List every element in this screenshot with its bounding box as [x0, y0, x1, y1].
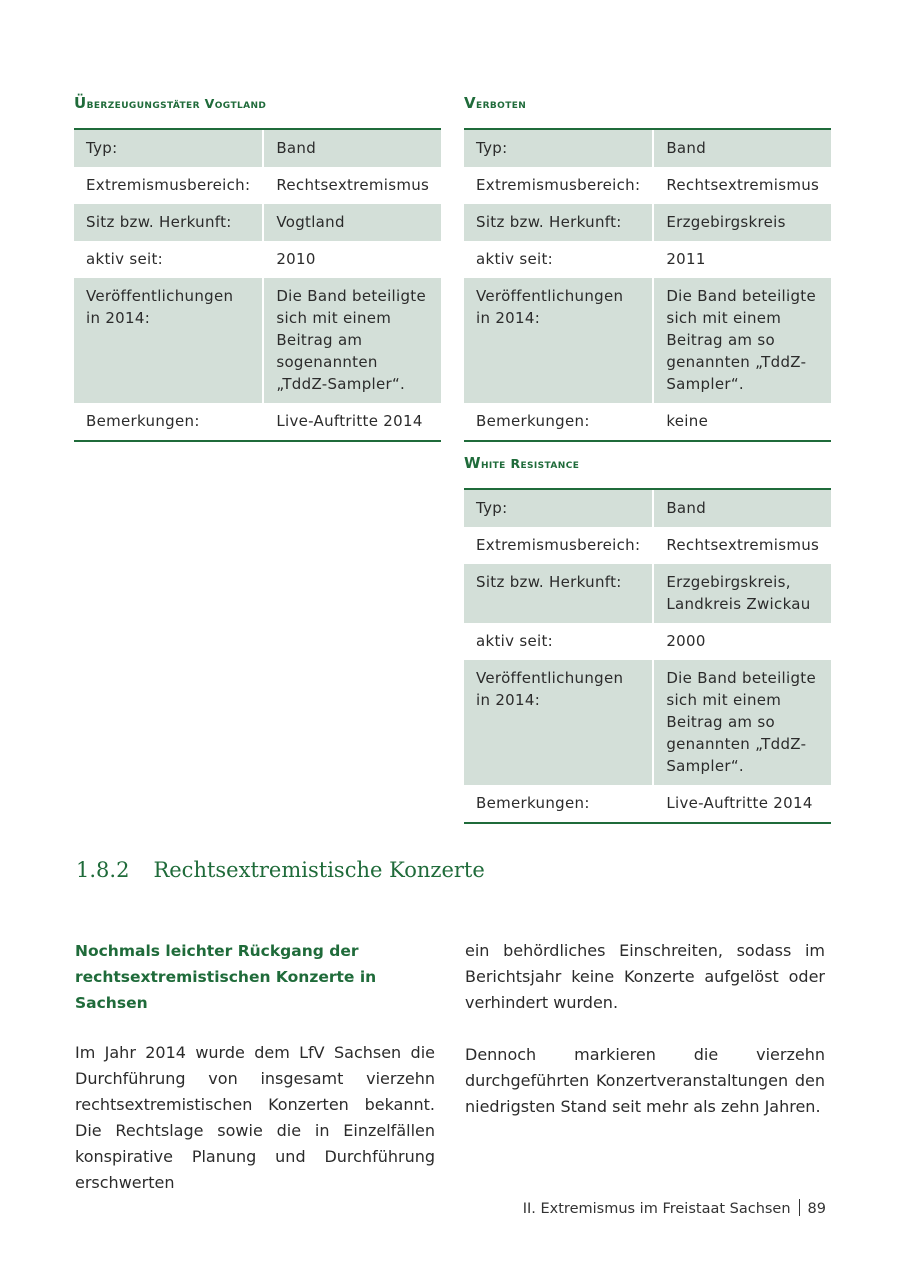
- table-row: [464, 403, 831, 440]
- row-value: Band: [654, 130, 831, 167]
- row-key: Veröffentlichungen in 2014:: [74, 278, 264, 403]
- row-value: Die Band beteiligte sich mit einem Beitrag am so genannten „TddZ-Sampler“.: [654, 278, 831, 403]
- fact-table: [74, 128, 441, 442]
- page-footer: [523, 1199, 826, 1217]
- row-value: Live-Auftritte 2014: [276, 412, 423, 430]
- section-heading: [76, 858, 485, 882]
- footer-separator: [799, 1199, 800, 1216]
- row-key: Extremismusbereich:: [74, 167, 264, 204]
- table-row: [464, 167, 831, 204]
- table-row: [464, 564, 831, 623]
- fact-table: [464, 128, 831, 442]
- fact-block-white-resistance: [464, 454, 826, 824]
- fact-block-title: Verboten: [464, 94, 527, 112]
- row-key: Typ:: [464, 490, 654, 527]
- row-value: Band: [654, 490, 831, 527]
- row-value: Erzgebirgskreis: [654, 204, 831, 241]
- row-key: Veröffentlichungen in 2014:: [464, 660, 654, 785]
- row-value: Live-Auftritte 2014: [666, 794, 813, 812]
- fact-block-verboten: [464, 94, 826, 442]
- section-title: Rechtsextremistische Konzerte: [153, 858, 485, 882]
- row-key: Extremismusbereich:: [464, 167, 654, 204]
- table-row: [464, 660, 831, 785]
- table-row: [74, 204, 441, 241]
- text-column-right: [465, 938, 825, 1146]
- row-value: Rechtsextremismus: [666, 176, 820, 194]
- row-value: Erzgebirgskreis, Landkreis Zwickau: [654, 564, 831, 623]
- fact-block-title: White Resistance: [464, 454, 580, 472]
- row-key: aktiv seit:: [74, 241, 264, 278]
- table-row: [464, 241, 831, 278]
- table-row: [74, 241, 441, 278]
- row-key: Sitz bzw. Herkunft:: [464, 564, 654, 623]
- row-key: Veröffentlichungen in 2014:: [464, 278, 654, 403]
- fact-block-title: Überzeugungstäter Vogtland: [74, 94, 267, 112]
- table-row: [464, 623, 831, 660]
- row-key: Sitz bzw. Herkunft:: [74, 204, 264, 241]
- row-value: Rechtsextremismus: [276, 176, 430, 194]
- row-key: Extremismusbereich:: [464, 527, 654, 564]
- table-row: [464, 130, 831, 167]
- row-value: Rechtsextremismus: [666, 536, 820, 554]
- row-key: aktiv seit:: [464, 623, 654, 660]
- section-number: 1.8.2: [76, 858, 130, 882]
- article-subheading: Nochmals leichter Rückgang der rechtsextremistischen Konzerte in Sachsen: [75, 942, 377, 1012]
- row-key: Sitz bzw. Herkunft:: [464, 204, 654, 241]
- table-row: [464, 527, 831, 564]
- paragraph: ein behördliches Einschreiten, sodass im Berichtsjahr keine Konzerte aufgelöst oder verhindert wurden.: [465, 941, 825, 1012]
- row-value: Vogtland: [264, 204, 441, 241]
- fact-block-ueberzeugungstaeter-vogtland: [74, 94, 436, 442]
- row-key: Bemerkungen:: [464, 403, 654, 440]
- paragraph: Im Jahr 2014 wurde dem LfV Sachsen die Durchführung von insgesamt vierzehn rechtsextremistischen Konzerten bekannt. Die Rechtslage sowie die in Einzelfällen konspirative Planung und Durchführung erschwerten: [75, 1043, 435, 1192]
- table-row: [464, 278, 831, 403]
- row-value: Die Band beteiligte sich mit einem Beitrag am so genannten „TddZ-Sampler“.: [654, 660, 831, 785]
- table-row: [74, 403, 441, 440]
- paragraph: Dennoch markieren die vierzehn durchgeführten Konzertveranstaltungen den niedrigsten Stand seit mehr als zehn Jahren.: [465, 1045, 825, 1116]
- table-row: [74, 278, 441, 403]
- row-key: Bemerkungen:: [464, 785, 654, 822]
- row-value: 2011: [666, 250, 706, 268]
- row-value: Band: [264, 130, 441, 167]
- page-number: 89: [807, 1201, 826, 1217]
- table-row: [74, 167, 441, 204]
- text-column-left: [75, 938, 435, 1222]
- row-key: aktiv seit:: [464, 241, 654, 278]
- table-row: [464, 490, 831, 527]
- row-value: keine: [666, 412, 709, 430]
- table-row: [74, 130, 441, 167]
- row-key: Typ:: [74, 130, 264, 167]
- row-key: Typ:: [464, 130, 654, 167]
- row-value: Die Band beteiligte sich mit einem Beitrag am sogenannten „TddZ-Sampler“.: [264, 278, 441, 403]
- row-key: Bemerkungen:: [74, 403, 264, 440]
- table-row: [464, 204, 831, 241]
- fact-table: [464, 488, 831, 824]
- footer-chapter: II. Extremismus im Freistaat Sachsen: [522, 1201, 791, 1217]
- row-value: 2000: [666, 632, 706, 650]
- table-row: [464, 785, 831, 822]
- row-value: 2010: [276, 250, 316, 268]
